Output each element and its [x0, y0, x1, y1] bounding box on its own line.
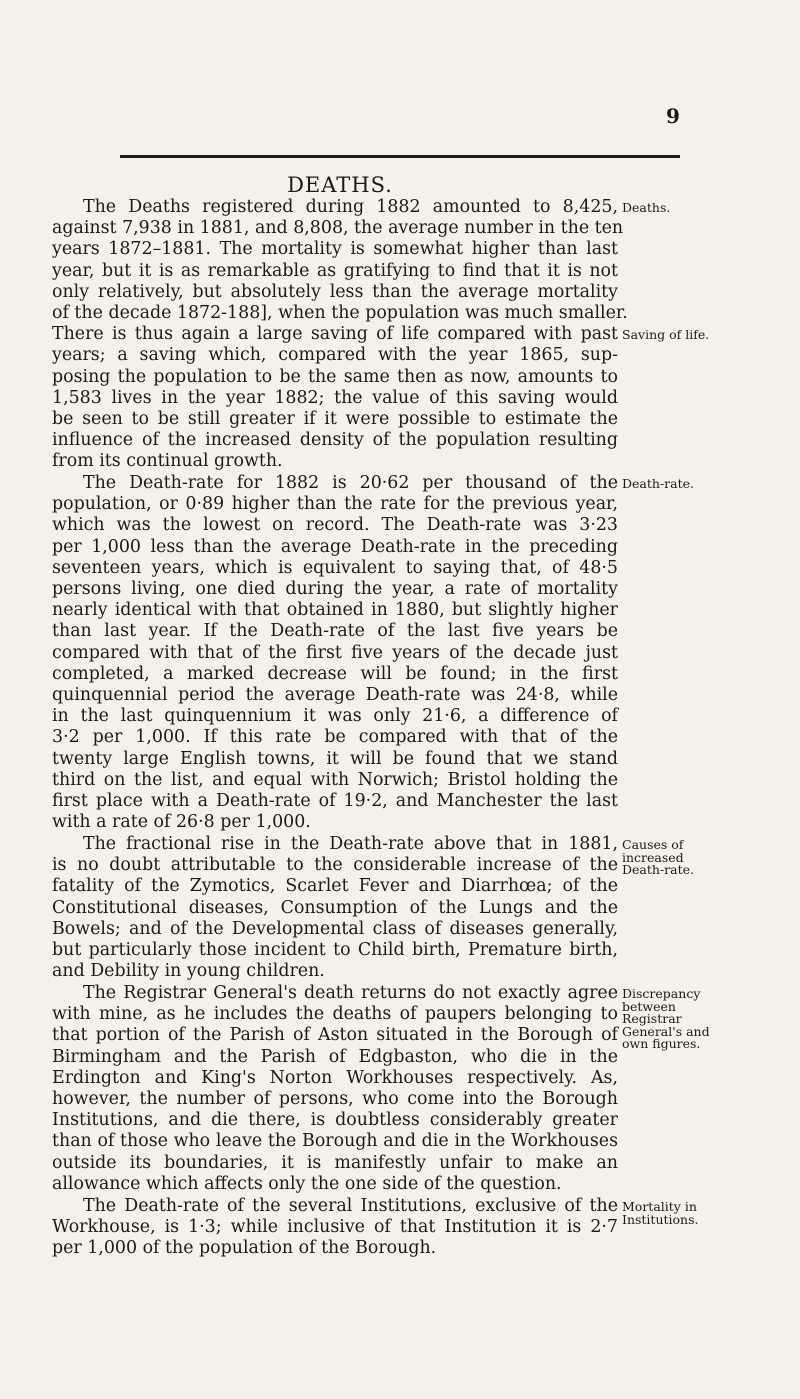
text-line: twenty large English towns, it will be found that we stand — [52, 748, 618, 769]
text-line: Institutions, and die there, is doubtless considerably greater — [52, 1110, 618, 1131]
text-line: The Death-rate of the several Institutions, exclusive of the — [83, 1196, 618, 1216]
paragraph-deaths-total — [52, 197, 628, 473]
text-line: Bowels; and of the Developmental class of diseases generally, — [52, 918, 618, 939]
text-line: Workhouse, is 1·3; while inclusive of that Institution it is 2·7 — [52, 1217, 618, 1238]
text-line: Birmingham and the Parish of Edgbaston, who die in the — [52, 1046, 618, 1067]
text-line: that portion of the Parish of Aston situated in the Borough of — [52, 1025, 618, 1046]
margin-note-line: General's and — [622, 1023, 710, 1039]
margin-note-deaths — [622, 202, 704, 215]
text-line: quinquennial period the average Death-rate was 24·8, while — [52, 685, 618, 706]
text-line: The Deaths registered during 1882 amounted to 8,425, — [83, 197, 618, 217]
text-line: The Death-rate for 1882 is 20·62 per thousand of the — [83, 473, 618, 493]
margin-note-line: own figures. — [622, 1036, 701, 1051]
text-line: with mine, as he includes the deaths of paupers belonging to — [52, 1004, 618, 1025]
text-line: first place with a Death-rate of 19·2, and Manchester the last — [52, 791, 618, 812]
text-line: which was the lowest on record. The Death-rate was 3·23 — [52, 515, 618, 536]
text-line: in the last quinquennium it was only 21·6, a difference of — [52, 706, 618, 727]
text-line: per 1,000 of the population of the Borough. — [52, 1238, 437, 1259]
text-line: be seen to be still greater if it were possible to estimate the — [52, 409, 618, 430]
paragraph-death-rate — [52, 473, 618, 833]
text-line: Constitutional diseases, Consumption of the Lungs and the — [52, 897, 618, 918]
margin-note-mortality — [622, 1201, 704, 1226]
text-line: posing the population to be the same then as now, amounts to — [52, 366, 618, 387]
text-line: nearly identical with that obtained in 1880, but slightly higher — [52, 600, 618, 621]
text-line: years 1872–1881. The mortality is somewhat higher than last — [52, 239, 618, 260]
text-line: The fractional rise in the Death-rate above that in 1881, — [83, 834, 618, 854]
text-line: is no doubt attributable to the considerable increase of the — [52, 855, 618, 876]
text-line: but particularly those incident to Child birth, Premature birth, — [52, 940, 618, 961]
margin-note-discrepancy — [622, 986, 710, 1051]
header-rule — [120, 155, 680, 158]
text-line: The Registrar General's death returns do not exactly agree — [83, 983, 618, 1003]
text-line: year, but it is as remarkable as gratifying to find that it is not — [52, 260, 618, 281]
page-number: 9 — [666, 104, 680, 128]
text-line: years; a saving which, compared with the year 1865, sup- — [52, 345, 618, 366]
text-line: fatality of the Zymotics, Scarlet Fever and Diarrhœa; of the — [52, 876, 618, 897]
text-line: Erdington and King's Norton Workhouses respectively. As, — [52, 1067, 618, 1088]
text-line: and Debility in young children. — [52, 961, 325, 982]
text-line: 1,583 lives in the year 1882; the value of this saving would — [52, 387, 618, 408]
paragraph-institutions — [52, 1196, 618, 1260]
margin-note-line: between — [622, 998, 676, 1014]
text-line: influence of the increased density of the population resulting — [52, 430, 618, 451]
margin-note-line: Death-rate. — [622, 862, 694, 877]
text-line: persons living, one died during the year, a rate of mortality — [52, 579, 618, 600]
text-line: third on the list, and equal with Norwich; Bristol holding the — [52, 769, 618, 790]
margin-note-line: Causes of — [622, 837, 684, 852]
margin-note-line: Registrar — [622, 1011, 682, 1026]
text-line: completed, a marked decrease will be found; in the first — [52, 663, 618, 684]
text-line: with a rate of 26·8 per 1,000. — [52, 812, 311, 833]
margin-note-causes — [622, 839, 704, 877]
margin-note-line: Mortality in — [622, 1199, 697, 1214]
text-line: compared with that of the first five years of the decade just — [52, 642, 618, 663]
margin-note-line: Death-rate. — [622, 476, 694, 491]
text-line: however, the number of persons, who come into the Borough — [52, 1089, 618, 1110]
margin-note-line: increased — [622, 849, 684, 865]
text-line: population, or 0·89 higher than the rate for the previous year, — [52, 494, 618, 515]
text-line: against 7,938 in 1881, and 8,808, the average number in the ten — [52, 218, 624, 239]
text-line: from its continual growth. — [52, 451, 283, 472]
text-line: of the decade 1872-188], when the population was much smaller. — [52, 303, 628, 324]
margin-note-line: Saving of life. — [622, 327, 710, 342]
margin-note-saving-of-life — [622, 327, 710, 342]
page-heading: DEATHS. — [287, 173, 393, 197]
text-line: than last year. If the Death-rate of the last five years be — [52, 621, 618, 642]
paragraph-causes — [52, 834, 618, 982]
text-line: than of those who leave the Borough and die in the Workhouses — [52, 1131, 618, 1152]
text-line: allowance which affects only the one side of the question. — [52, 1173, 562, 1194]
text-line: outside its boundaries, it is manifestly unfair to make an — [52, 1152, 618, 1173]
margin-note-line: Deaths. — [622, 200, 671, 215]
paragraph-discrepancy — [52, 983, 618, 1195]
margin-note-line: Discrepancy — [622, 986, 701, 1001]
text-line: There is thus again a large saving of life compared with past — [52, 324, 618, 345]
margin-note-death-rate — [622, 478, 704, 491]
margin-note-line: Institutions. — [622, 1211, 699, 1227]
text-line: seventeen years, which is equivalent to saying that, of 48·5 — [52, 557, 618, 578]
text-line: only relatively, but absolutely less than the average mortality — [52, 281, 618, 302]
text-line: per 1,000 less than the average Death-rate in the preceding — [52, 536, 618, 557]
text-line: 3·2 per 1,000. If this rate be compared with that of the — [52, 727, 618, 748]
